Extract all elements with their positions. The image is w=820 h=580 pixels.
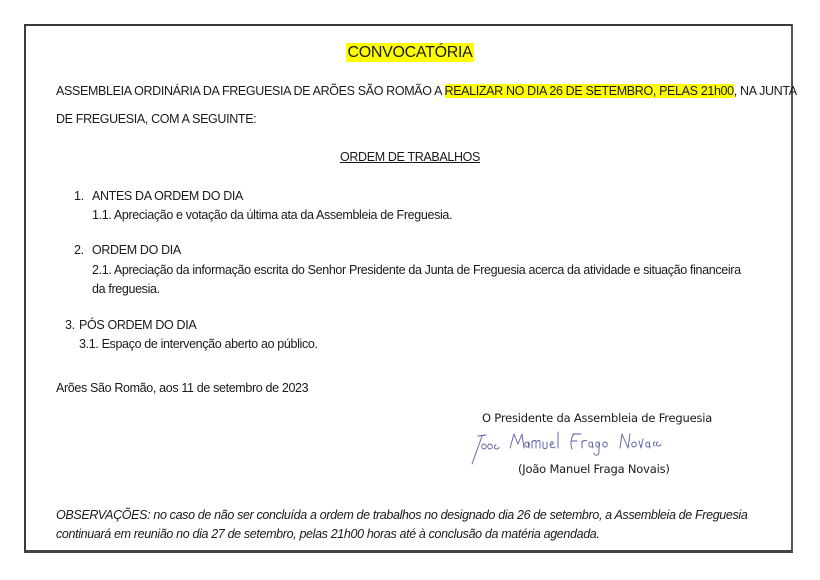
- intro-highlight: REALIZAR NO DIA 26 DE SETEMBRO, PELAS 21h00: [444, 84, 734, 98]
- observations-line-2: continuará em reunião no dia 27 de setembro, pelas 21h00 horas até à conclusão da matéria agendada.: [56, 527, 600, 541]
- signature-name: (João Manuel Fraga Novais): [518, 462, 670, 476]
- agenda-subitem-2-1-line-1: 2.1. Apreciação da informação escrita do Senhor Presidente da Junta de Freguesia acerca da atividade e situação financeira: [92, 263, 741, 277]
- signature-role: O Presidente da Assembleia de Freguesia: [482, 411, 713, 425]
- agenda-subitem-3-1: 3.1. Espaço de intervenção aberto ao público.: [79, 337, 318, 351]
- title-text: CONVOCATÓRIA: [347, 44, 473, 61]
- agenda-item-3-title: PÓS ORDEM DO DIA: [79, 318, 197, 332]
- agenda-heading: ORDEM DE TRABALHOS: [339, 150, 481, 164]
- agenda-item-2-title: ORDEM DO DIA: [92, 243, 181, 257]
- intro-text: ASSEMBLEIA ORDINÁRIA DA FREGUESIA DE ARÕES SÃO ROMÃO A: [56, 84, 445, 98]
- agenda-item-2-number: 2.: [74, 243, 84, 257]
- agenda-subitem-2-1-line-2: da freguesia.: [92, 282, 160, 296]
- agenda-item-3-number: 3.: [65, 318, 75, 332]
- intro-line-1: [56, 84, 797, 98]
- document-title: [0, 44, 820, 62]
- place-date: Arões São Romão, aos 11 de setembro de 2023: [56, 381, 309, 395]
- agenda-subitem-1-1: 1.1. Apreciação e votação da última ata da Assembleia de Freguesia.: [92, 208, 453, 222]
- intro-line-2: DE FREGUESIA, COM A SEGUINTE:: [56, 112, 257, 126]
- observations-text: no caso de não ser concluída a ordem de trabalhos no designado dia 26 de setembro, a Assembleia de Freguesia: [150, 508, 748, 522]
- agenda-item-1-title: ANTES DA ORDEM DO DIA: [92, 189, 244, 203]
- observations-label: OBSERVAÇÕES:: [56, 508, 151, 522]
- intro-text-end: , NA JUNTA: [733, 84, 797, 98]
- agenda-item-1-number: 1.: [74, 189, 84, 203]
- observations-line-1: [56, 508, 747, 522]
